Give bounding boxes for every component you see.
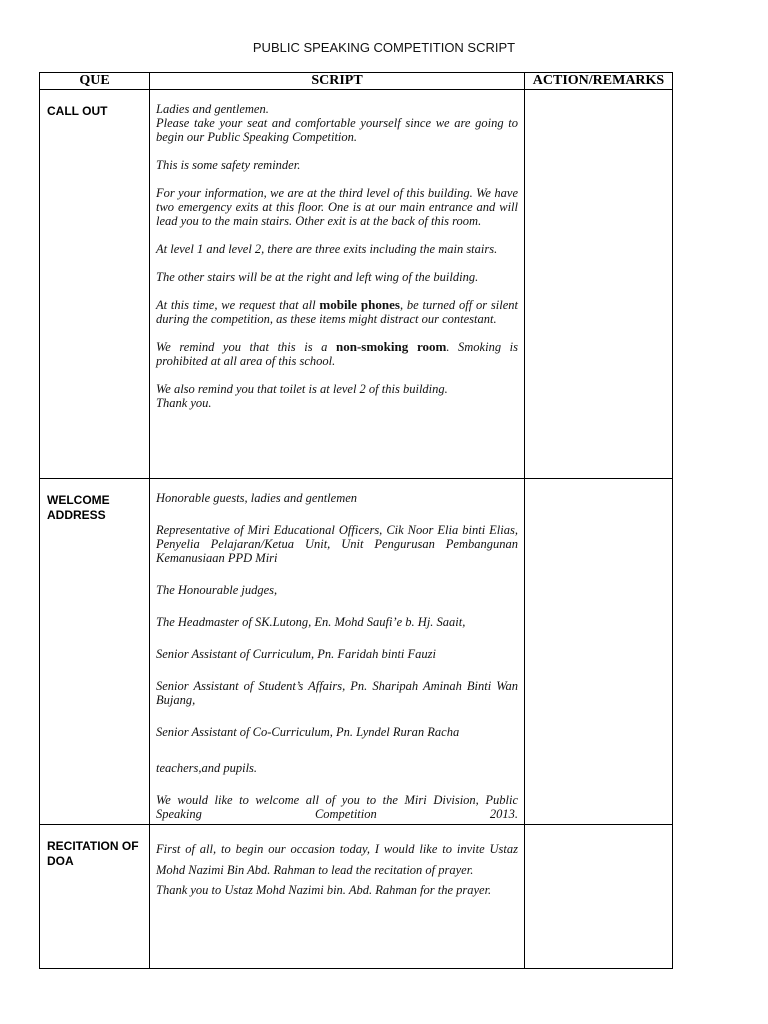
- header-script: SCRIPT: [150, 73, 525, 90]
- script-text: [150, 90, 524, 410]
- header-que: QUE: [40, 73, 150, 90]
- script-paragraph: teachers,and pupils.: [156, 761, 258, 775]
- script-paragraph: [156, 298, 518, 326]
- table-row: [40, 825, 673, 969]
- header-remarks: ACTION/REMARKS: [525, 73, 673, 90]
- script-paragraph: We also remind you that toilet is at level 2 of this building.: [156, 382, 448, 396]
- emphasis-text: mobile phones: [319, 297, 400, 312]
- script-paragraph: [156, 340, 518, 368]
- script-cell: [150, 479, 525, 825]
- que-label: CALL OUT: [47, 104, 108, 118]
- table-row: [40, 90, 673, 479]
- que-cell: [40, 479, 150, 825]
- script-paragraph: At level 1 and level 2, there are three exits including the main stairs.: [156, 242, 498, 256]
- script-paragraph: The Honourable judges,: [156, 583, 278, 597]
- script-paragraph: Ladies and gentlemen.: [156, 102, 269, 116]
- remarks-cell: [525, 90, 673, 479]
- script-paragraph: Thank you to Ustaz Mohd Nazimi bin. Abd. Rahman for the prayer.: [156, 883, 492, 897]
- script-paragraph: Senior Assistant of Co-Curriculum, Pn. Lyndel Ruran Racha: [156, 725, 460, 739]
- script-paragraph: First of all, to begin our occasion today, I would like to invite Ustaz Mohd Nazimi Bin Abd. Rahman to lead the recitation of prayer.: [156, 842, 518, 877]
- que-cell: [40, 825, 150, 969]
- table-row: [40, 479, 673, 825]
- script-text: [150, 825, 524, 897]
- script-paragraph: Representative of Miri Educational Officers, Cik Noor Elia binti Elias, Penyelia Pelajaran/Ketua Unit, Unit Pengurusan Pembangunan Kemanusiaan PPD Miri: [156, 523, 518, 565]
- script-paragraph: Please take your seat and comfortable yourself since we are going to begin our Public Speaking Competition.: [156, 116, 518, 144]
- script-paragraph: Senior Assistant of Student’s Affairs, Pn. Sharipah Aminah Binti Wan Bujang,: [156, 679, 518, 707]
- remarks-cell: [525, 479, 673, 825]
- script-paragraph: Thank you.: [156, 396, 212, 410]
- script-paragraph: This is some safety reminder.: [156, 158, 301, 172]
- script-paragraph: The Headmaster of SK.Lutong, En. Mohd Saufi’e b. Hj. Saait,: [156, 615, 466, 629]
- script-paragraph: The other stairs will be at the right and left wing of the building.: [156, 270, 479, 284]
- script-paragraph: Honorable guests, ladies and gentlemen: [156, 491, 358, 505]
- que-cell: [40, 90, 150, 479]
- que-label: WELCOME ADDRESS: [47, 493, 110, 522]
- page-title: PUBLIC SPEAKING COMPETITION SCRIPT: [252, 40, 516, 55]
- text-run: We remind you that this is a: [156, 340, 336, 354]
- emphasis-text: non-smoking room: [335, 339, 447, 354]
- script-table: [39, 72, 673, 969]
- header-row: [40, 73, 673, 90]
- remarks-cell: [525, 825, 673, 969]
- script-text: [150, 479, 524, 821]
- script-paragraph: For your information, we are at the third level of this building. We have two emergency exits at this floor. One is at our main entrance and will lead you to the main stairs. Other exit is at the back of this room.: [156, 186, 518, 228]
- script-cell: [150, 90, 525, 479]
- text-run: At this time, we request that all: [156, 298, 320, 312]
- script-paragraph: Senior Assistant of Curriculum, Pn. Faridah binti Fauzi: [156, 647, 436, 661]
- que-label: RECITATION OF DOA: [47, 839, 139, 868]
- script-cell: [150, 825, 525, 969]
- text-run: , be turned off or silent during the competition, as these items might distract our contestant.: [156, 298, 519, 326]
- text-run: . Smoking is prohibited at all area of this school.: [156, 340, 518, 368]
- script-paragraph: We would like to welcome all of you to the Miri Division, Public Speaking Competition 2013.: [156, 793, 518, 821]
